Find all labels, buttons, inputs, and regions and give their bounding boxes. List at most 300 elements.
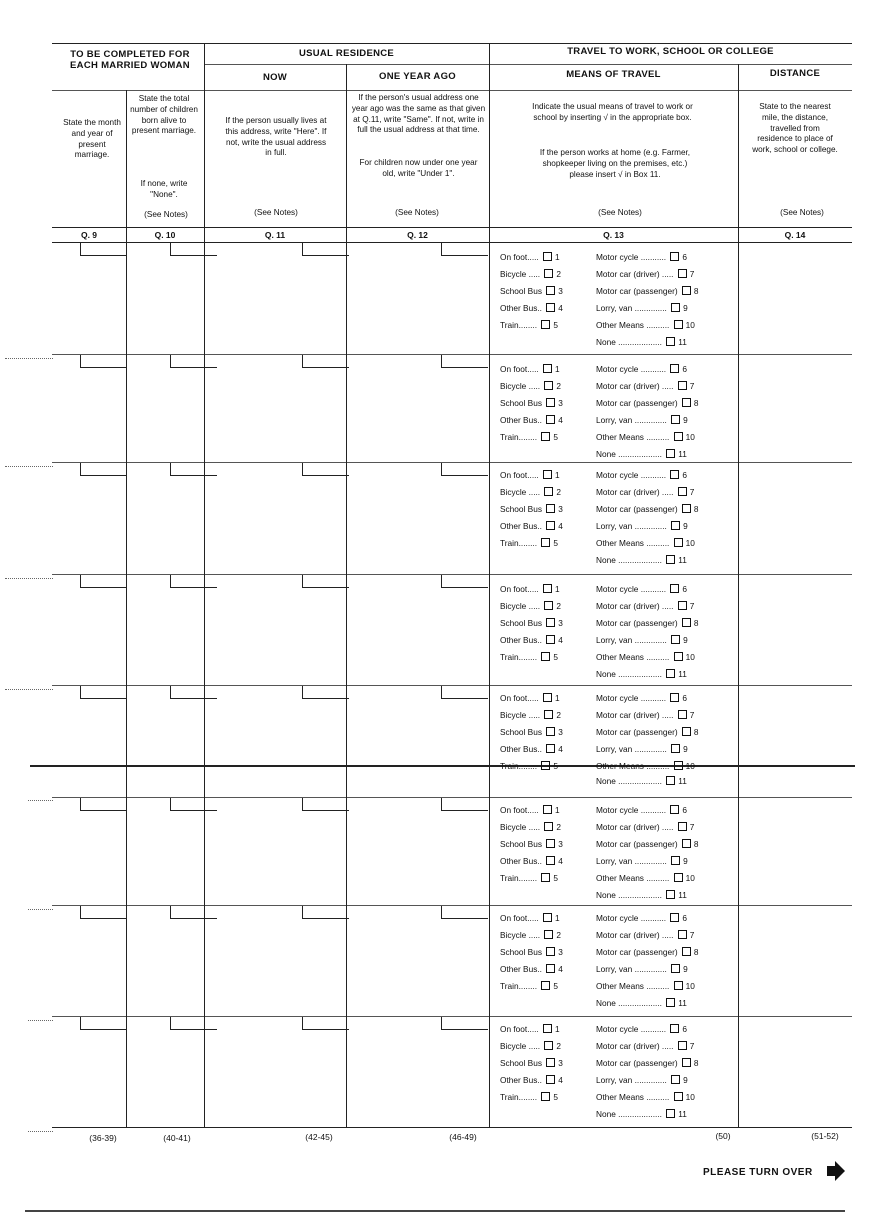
checkbox[interactable] bbox=[666, 669, 675, 678]
entry-box[interactable] bbox=[80, 686, 127, 699]
travel-option-code: 2 bbox=[556, 822, 562, 832]
checkbox[interactable] bbox=[682, 398, 691, 407]
travel-option-code: 11 bbox=[678, 449, 687, 459]
margin-dots bbox=[5, 689, 53, 690]
travel-option[interactable] bbox=[500, 380, 561, 397]
checkbox[interactable] bbox=[546, 1058, 555, 1067]
travel-option[interactable] bbox=[500, 946, 563, 963]
travel-option[interactable] bbox=[596, 634, 688, 651]
travel-option-code: 1 bbox=[555, 805, 560, 815]
arrow-right-icon bbox=[826, 1160, 846, 1182]
travel-option-label: Motor cycle ........... bbox=[596, 364, 669, 374]
checkbox[interactable] bbox=[674, 432, 683, 441]
entry-box[interactable] bbox=[441, 1017, 488, 1030]
checkbox[interactable] bbox=[670, 913, 679, 922]
checkbox[interactable] bbox=[543, 584, 552, 593]
travel-option[interactable] bbox=[500, 912, 560, 929]
checkbox[interactable] bbox=[544, 381, 553, 390]
checkbox[interactable] bbox=[674, 320, 683, 329]
travel-option[interactable] bbox=[596, 431, 695, 448]
travel-option[interactable] bbox=[500, 726, 563, 743]
travel-option-code: 7 bbox=[689, 487, 695, 497]
travel-option[interactable] bbox=[596, 380, 694, 397]
entry-box[interactable] bbox=[302, 798, 349, 811]
checkbox[interactable] bbox=[671, 521, 680, 530]
travel-option[interactable] bbox=[596, 520, 688, 537]
travel-option[interactable] bbox=[596, 554, 687, 571]
travel-option-label: Other Means .......... bbox=[596, 320, 672, 330]
checkbox[interactable] bbox=[666, 998, 675, 1007]
checkbox[interactable] bbox=[682, 286, 691, 295]
entry-box[interactable] bbox=[80, 463, 127, 476]
travel-option[interactable] bbox=[596, 889, 687, 906]
travel-option-label: Bicycle ..... bbox=[500, 487, 543, 497]
see-notes-q10: (See Notes) bbox=[144, 210, 188, 219]
travel-option[interactable] bbox=[500, 583, 560, 600]
qnum-top-line bbox=[52, 227, 852, 228]
checkbox[interactable] bbox=[541, 761, 550, 770]
entry-box[interactable] bbox=[302, 1017, 349, 1030]
checkbox[interactable] bbox=[674, 1092, 683, 1101]
travel-option[interactable] bbox=[596, 692, 687, 709]
checkbox[interactable] bbox=[678, 269, 687, 278]
travel-option[interactable] bbox=[500, 617, 563, 634]
checkbox[interactable] bbox=[544, 822, 553, 831]
see-notes-q13: (See Notes) bbox=[598, 208, 642, 217]
travel-option[interactable] bbox=[596, 583, 687, 600]
checkbox[interactable] bbox=[541, 538, 550, 547]
travel-option-label: Motor car (passenger) bbox=[596, 1058, 680, 1068]
entry-box[interactable] bbox=[441, 686, 488, 699]
travel-option[interactable] bbox=[596, 448, 687, 465]
entry-box[interactable] bbox=[170, 463, 217, 476]
margin-dots bbox=[5, 578, 53, 579]
travel-option-code: 1 bbox=[555, 470, 560, 480]
instruction-q9: State the month and year of present marriage. bbox=[63, 118, 121, 160]
travel-option[interactable] bbox=[596, 1074, 688, 1091]
travel-option-label: Other Means .......... bbox=[596, 761, 672, 771]
checkbox[interactable] bbox=[544, 710, 553, 719]
entry-box[interactable] bbox=[302, 463, 349, 476]
checkbox[interactable] bbox=[546, 618, 555, 627]
travel-option-code: 6 bbox=[682, 252, 688, 262]
travel-option[interactable] bbox=[596, 726, 699, 743]
entry-box[interactable] bbox=[170, 1017, 217, 1030]
checkbox[interactable] bbox=[541, 1092, 550, 1101]
travel-option-label: Train........ bbox=[500, 761, 540, 771]
travel-option[interactable] bbox=[596, 336, 687, 353]
checkbox[interactable] bbox=[671, 1075, 680, 1084]
travel-option[interactable] bbox=[500, 634, 563, 651]
entry-box[interactable] bbox=[441, 463, 488, 476]
checkbox[interactable] bbox=[546, 727, 555, 736]
checkbox[interactable] bbox=[546, 839, 555, 848]
entry-box[interactable] bbox=[441, 798, 488, 811]
question-q9: Q. 9 bbox=[80, 230, 98, 240]
travel-option-label: Train........ bbox=[500, 981, 540, 991]
travel-option[interactable] bbox=[500, 838, 563, 855]
travel-option[interactable] bbox=[596, 600, 694, 617]
checkbox[interactable] bbox=[546, 744, 555, 753]
instruction-q10: State the total number of children born alive to present marriage. bbox=[130, 94, 198, 136]
travel-option[interactable] bbox=[596, 537, 695, 554]
checkbox[interactable] bbox=[674, 538, 683, 547]
travel-option[interactable] bbox=[500, 872, 558, 889]
travel-option[interactable] bbox=[500, 319, 558, 336]
travel-option-code: 10 bbox=[685, 873, 695, 883]
entry-box[interactable] bbox=[170, 906, 217, 919]
checkbox[interactable] bbox=[671, 856, 680, 865]
instruction-q14: State to the nearest mile, the distance, travelled from residence to place of work, school or college. bbox=[752, 102, 838, 155]
question-q13: Q. 13 bbox=[603, 230, 624, 240]
travel-option-label: None ................... bbox=[596, 776, 665, 786]
travel-option-code: 9 bbox=[683, 303, 688, 313]
checkbox[interactable] bbox=[682, 839, 691, 848]
checkbox[interactable] bbox=[541, 432, 550, 441]
travel-option[interactable] bbox=[596, 1023, 687, 1040]
travel-option[interactable] bbox=[500, 302, 563, 319]
travel-option[interactable] bbox=[596, 397, 699, 414]
checkbox[interactable] bbox=[678, 487, 687, 496]
travel-option-code: 2 bbox=[556, 381, 562, 391]
travel-option-label: Motor car (driver) ..... bbox=[596, 601, 676, 611]
travel-option-label: Other Means .......... bbox=[596, 538, 672, 548]
checkbox[interactable] bbox=[678, 822, 687, 831]
travel-option[interactable] bbox=[596, 1057, 699, 1074]
entry-box[interactable] bbox=[80, 575, 127, 588]
entry-box[interactable] bbox=[170, 575, 217, 588]
checkbox[interactable] bbox=[670, 252, 679, 261]
travel-option-label: Motor car (driver) ..... bbox=[596, 269, 676, 279]
checkbox[interactable] bbox=[546, 1075, 555, 1084]
checkbox[interactable] bbox=[543, 470, 552, 479]
checkbox[interactable] bbox=[546, 398, 555, 407]
checkbox[interactable] bbox=[546, 303, 555, 312]
travel-option[interactable] bbox=[596, 503, 699, 520]
checkbox[interactable] bbox=[678, 1041, 687, 1050]
checkbox[interactable] bbox=[543, 1024, 552, 1033]
travel-option-label: School Bus bbox=[500, 1058, 545, 1068]
checkbox[interactable] bbox=[682, 618, 691, 627]
travel-option[interactable] bbox=[596, 469, 687, 486]
checkbox[interactable] bbox=[674, 761, 683, 770]
travel-option[interactable] bbox=[500, 469, 560, 486]
travel-option[interactable] bbox=[500, 1040, 561, 1057]
checkbox[interactable] bbox=[670, 470, 679, 479]
travel-option-code: 11 bbox=[678, 669, 687, 679]
checkbox[interactable] bbox=[543, 913, 552, 922]
travel-option-code: 9 bbox=[683, 856, 688, 866]
checkbox[interactable] bbox=[544, 601, 553, 610]
checkbox[interactable] bbox=[666, 890, 675, 899]
header-one-year-ago: ONE YEAR AGO bbox=[379, 71, 456, 82]
travel-option[interactable] bbox=[596, 775, 687, 792]
travel-option-code: 4 bbox=[558, 856, 563, 866]
travel-option-label: Lorry, van .............. bbox=[596, 521, 670, 531]
checkbox[interactable] bbox=[682, 504, 691, 513]
instruction-q12-under1: For children now under one year old, write "Under 1". bbox=[359, 158, 478, 178]
checkbox[interactable] bbox=[670, 805, 679, 814]
travel-option[interactable] bbox=[596, 617, 699, 634]
travel-option[interactable] bbox=[500, 760, 558, 777]
checkbox[interactable] bbox=[546, 504, 555, 513]
checkbox[interactable] bbox=[546, 635, 555, 644]
travel-option-label: Motor cycle ........... bbox=[596, 252, 669, 262]
travel-option-label: Motor car (passenger) bbox=[596, 618, 680, 628]
checkbox[interactable] bbox=[674, 652, 683, 661]
travel-option[interactable] bbox=[596, 1091, 695, 1108]
travel-option[interactable] bbox=[500, 600, 561, 617]
checkbox[interactable] bbox=[543, 693, 552, 702]
checkbox[interactable] bbox=[670, 364, 679, 373]
travel-option-code: 10 bbox=[685, 1092, 695, 1102]
travel-option[interactable] bbox=[596, 946, 699, 963]
header-distance: DISTANCE bbox=[769, 68, 821, 79]
checkbox[interactable] bbox=[546, 947, 555, 956]
travel-option[interactable] bbox=[500, 651, 558, 668]
travel-option[interactable] bbox=[596, 855, 688, 872]
travel-option[interactable] bbox=[596, 838, 699, 855]
travel-option-code: 2 bbox=[556, 930, 562, 940]
checkbox[interactable] bbox=[670, 693, 679, 702]
instruction-q12: If the person's usual address one year ago was the same as that given at Q.11, write "Same". If not, write in full the usual address at that time. bbox=[351, 93, 486, 135]
travel-option[interactable] bbox=[500, 1074, 563, 1091]
travel-option[interactable] bbox=[500, 1057, 563, 1074]
col-line-4 bbox=[489, 43, 490, 1127]
column-code-3: (42-45) bbox=[305, 1132, 333, 1142]
instruction-q10-none: If none, write "None". bbox=[140, 179, 188, 199]
travel-option-label: Other Bus.. bbox=[500, 744, 545, 754]
checkbox[interactable] bbox=[544, 1041, 553, 1050]
travel-option-label: Other Bus.. bbox=[500, 1075, 545, 1085]
checkbox[interactable] bbox=[678, 381, 687, 390]
travel-option[interactable] bbox=[500, 251, 560, 268]
travel-option[interactable] bbox=[596, 251, 687, 268]
entry-box[interactable] bbox=[441, 906, 488, 919]
travel-option-label: School Bus bbox=[500, 947, 545, 957]
travel-option[interactable] bbox=[500, 268, 561, 285]
entry-box[interactable] bbox=[80, 355, 127, 368]
column-code-2: (40-41) bbox=[163, 1133, 191, 1143]
travel-option[interactable] bbox=[500, 1023, 560, 1040]
travel-option[interactable] bbox=[596, 1040, 694, 1057]
checkbox[interactable] bbox=[546, 286, 555, 295]
bottom-line bbox=[52, 1127, 852, 1128]
checkbox[interactable] bbox=[544, 930, 553, 939]
checkbox[interactable] bbox=[682, 947, 691, 956]
entry-box[interactable] bbox=[80, 1017, 127, 1030]
travel-option-label: Other Means .......... bbox=[596, 432, 672, 442]
entry-box[interactable] bbox=[80, 798, 127, 811]
travel-option-code: 1 bbox=[555, 252, 560, 262]
travel-option[interactable] bbox=[596, 268, 694, 285]
travel-option-code: 11 bbox=[678, 890, 687, 900]
travel-option-label: Bicycle ..... bbox=[500, 381, 543, 391]
travel-option-code: 9 bbox=[683, 1075, 688, 1085]
margin-dots bbox=[28, 909, 53, 910]
checkbox[interactable] bbox=[670, 1024, 679, 1033]
travel-option-code: 7 bbox=[689, 269, 695, 279]
travel-option-label: None ................... bbox=[596, 449, 665, 459]
entry-box[interactable] bbox=[80, 906, 127, 919]
entry-box[interactable] bbox=[170, 798, 217, 811]
travel-option[interactable] bbox=[596, 980, 695, 997]
travel-option[interactable] bbox=[596, 1108, 687, 1125]
travel-option[interactable] bbox=[500, 414, 563, 431]
travel-option[interactable] bbox=[596, 486, 694, 503]
travel-option[interactable] bbox=[596, 743, 688, 760]
travel-option[interactable] bbox=[500, 486, 561, 503]
checkbox[interactable] bbox=[546, 856, 555, 865]
travel-option-label: Other Bus.. bbox=[500, 415, 545, 425]
travel-option[interactable] bbox=[500, 980, 558, 997]
checkbox[interactable] bbox=[541, 320, 550, 329]
margin-dots bbox=[28, 1131, 53, 1132]
travel-option-label: Bicycle ..... bbox=[500, 930, 543, 940]
checkbox[interactable] bbox=[682, 727, 691, 736]
travel-option-label: Motor car (passenger) bbox=[596, 504, 680, 514]
travel-option[interactable] bbox=[500, 692, 560, 709]
checkbox[interactable] bbox=[541, 981, 550, 990]
travel-option-label: Motor car (driver) ..... bbox=[596, 1041, 676, 1051]
travel-option[interactable] bbox=[596, 363, 687, 380]
travel-option[interactable] bbox=[500, 709, 561, 726]
travel-option-label: Train........ bbox=[500, 1092, 540, 1102]
please-turn-over: PLEASE TURN OVER bbox=[703, 1167, 813, 1178]
travel-option-label: On foot..... bbox=[500, 252, 542, 262]
checkbox[interactable] bbox=[671, 635, 680, 644]
entry-box[interactable] bbox=[170, 355, 217, 368]
checkbox[interactable] bbox=[678, 710, 687, 719]
travel-option[interactable] bbox=[596, 963, 688, 980]
travel-option-label: Other Bus.. bbox=[500, 856, 545, 866]
travel-option-label: Motor car (passenger) bbox=[596, 839, 680, 849]
travel-option[interactable] bbox=[500, 743, 563, 760]
checkbox[interactable] bbox=[544, 269, 553, 278]
travel-option-code: 1 bbox=[555, 1024, 560, 1034]
travel-option-label: Motor cycle ........... bbox=[596, 584, 669, 594]
travel-option[interactable] bbox=[596, 319, 695, 336]
travel-option[interactable] bbox=[596, 804, 687, 821]
checkbox[interactable] bbox=[670, 584, 679, 593]
checkbox[interactable] bbox=[541, 873, 550, 882]
checkbox[interactable] bbox=[682, 1058, 691, 1067]
checkbox[interactable] bbox=[678, 930, 687, 939]
checkbox[interactable] bbox=[543, 805, 552, 814]
travel-option-code: 3 bbox=[558, 398, 563, 408]
travel-option[interactable] bbox=[596, 929, 694, 946]
travel-option[interactable] bbox=[596, 821, 694, 838]
travel-option-label: Lorry, van .............. bbox=[596, 964, 670, 974]
checkbox[interactable] bbox=[666, 1109, 675, 1118]
travel-option-code: 9 bbox=[683, 964, 688, 974]
travel-option[interactable] bbox=[500, 520, 563, 537]
travel-option[interactable] bbox=[596, 872, 695, 889]
travel-option[interactable] bbox=[500, 821, 561, 838]
checkbox[interactable] bbox=[671, 303, 680, 312]
travel-option-code: 10 bbox=[685, 320, 695, 330]
header-travel: TRAVEL TO WORK, SCHOOL OR COLLEGE bbox=[567, 46, 774, 57]
travel-option-label: Motor car (passenger) bbox=[596, 286, 680, 296]
travel-option[interactable] bbox=[500, 855, 563, 872]
travel-option-label: Motor car (passenger) bbox=[596, 947, 680, 957]
checkbox[interactable] bbox=[671, 415, 680, 424]
entry-box[interactable] bbox=[80, 243, 127, 256]
checkbox[interactable] bbox=[543, 364, 552, 373]
checkbox[interactable] bbox=[666, 337, 675, 346]
travel-option[interactable] bbox=[500, 431, 558, 448]
checkbox[interactable] bbox=[671, 744, 680, 753]
entry-box[interactable] bbox=[170, 686, 217, 699]
travel-option[interactable] bbox=[596, 668, 687, 685]
travel-option[interactable] bbox=[500, 397, 563, 414]
travel-option-code: 10 bbox=[685, 652, 695, 662]
travel-option-code: 9 bbox=[683, 744, 688, 754]
travel-option[interactable] bbox=[500, 537, 558, 554]
travel-option[interactable] bbox=[596, 709, 694, 726]
travel-option-label: Motor car (passenger) bbox=[596, 398, 680, 408]
checkbox[interactable] bbox=[666, 555, 675, 564]
checkbox[interactable] bbox=[666, 449, 675, 458]
travel-option[interactable] bbox=[500, 363, 560, 380]
travel-option[interactable] bbox=[596, 302, 688, 319]
travel-option[interactable] bbox=[596, 285, 699, 302]
travel-option[interactable] bbox=[500, 1091, 558, 1108]
entry-box[interactable] bbox=[441, 243, 488, 256]
travel-option[interactable] bbox=[500, 929, 561, 946]
checkbox[interactable] bbox=[546, 521, 555, 530]
travel-option[interactable] bbox=[596, 912, 687, 929]
entry-box[interactable] bbox=[302, 575, 349, 588]
travel-option[interactable] bbox=[500, 804, 560, 821]
checkbox[interactable] bbox=[546, 964, 555, 973]
checkbox[interactable] bbox=[546, 415, 555, 424]
entry-box[interactable] bbox=[302, 355, 349, 368]
entry-box[interactable] bbox=[302, 906, 349, 919]
travel-option-label: Train........ bbox=[500, 320, 540, 330]
entry-box[interactable] bbox=[302, 243, 349, 256]
checkbox[interactable] bbox=[674, 981, 683, 990]
checkbox[interactable] bbox=[666, 776, 675, 785]
checkbox[interactable] bbox=[544, 487, 553, 496]
travel-option-code: 8 bbox=[693, 618, 699, 628]
checkbox[interactable] bbox=[674, 873, 683, 882]
travel-option-code: 5 bbox=[553, 652, 558, 662]
entry-box[interactable] bbox=[170, 243, 217, 256]
travel-option-code: 1 bbox=[555, 364, 560, 374]
travel-option-label: Other Bus.. bbox=[500, 635, 545, 645]
travel-option[interactable] bbox=[500, 285, 563, 302]
entry-box[interactable] bbox=[302, 686, 349, 699]
travel-option[interactable] bbox=[596, 651, 695, 668]
checkbox[interactable] bbox=[543, 252, 552, 261]
entry-box[interactable] bbox=[441, 355, 488, 368]
checkbox[interactable] bbox=[671, 964, 680, 973]
travel-option-label: None ................... bbox=[596, 555, 665, 565]
checkbox[interactable] bbox=[678, 601, 687, 610]
travel-option[interactable] bbox=[596, 414, 688, 431]
travel-option-label: School Bus bbox=[500, 398, 545, 408]
travel-option-code: 4 bbox=[558, 744, 563, 754]
travel-option[interactable] bbox=[500, 963, 563, 980]
travel-option-code: 4 bbox=[558, 521, 563, 531]
checkbox[interactable] bbox=[541, 652, 550, 661]
entry-box[interactable] bbox=[441, 575, 488, 588]
travel-option-label: Motor cycle ........... bbox=[596, 805, 669, 815]
header-now: NOW bbox=[262, 72, 288, 83]
travel-option[interactable] bbox=[500, 503, 563, 520]
travel-option[interactable] bbox=[596, 997, 687, 1014]
